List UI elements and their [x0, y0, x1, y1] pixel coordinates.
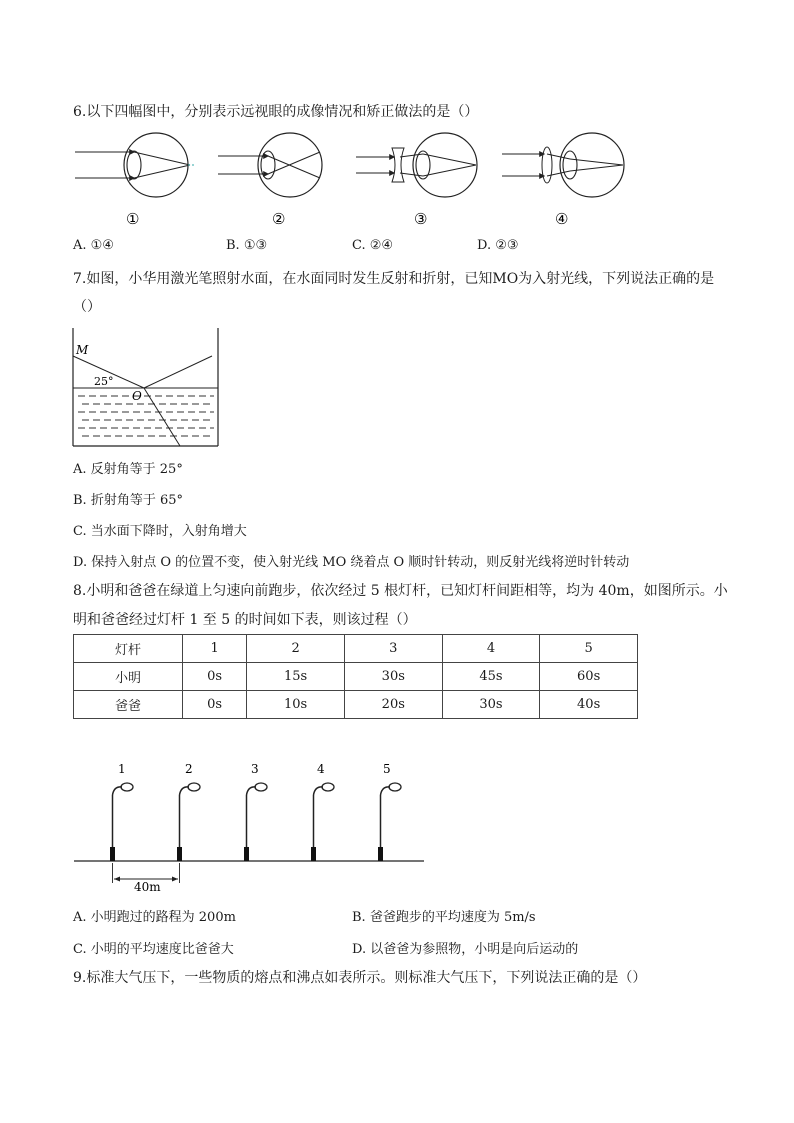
- lamp-pole-2: [177, 783, 200, 861]
- q7-option-a: A. 反射角等于 25°: [73, 462, 183, 477]
- q6-option-d: D. ②③: [477, 238, 519, 253]
- table-cell: 40s: [540, 691, 638, 719]
- eye-diagram-3: [356, 133, 477, 197]
- q6-option-a: A. ①④: [73, 238, 114, 253]
- q8-stem-line1: 8.小明和爸爸在绿道上匀速向前跑步，依次经过 5 根灯杆，已知灯杆间距相等，均为 40m，如图所示。小: [73, 583, 728, 599]
- pole-label-3: 3: [251, 762, 259, 776]
- table-row: [74, 691, 638, 719]
- q6-stem: 6.以下四幅图中，分别表示远视眼的成像情况和矫正做法的是（）: [73, 104, 479, 120]
- lamp-pole-5: [378, 783, 401, 861]
- q7-reflection-diagram: [70, 326, 225, 450]
- table-cell: 0s: [182, 663, 246, 691]
- pole-label-2: 2: [185, 762, 193, 776]
- pole-label-5: 5: [383, 762, 391, 776]
- table-cell: 5: [540, 635, 638, 663]
- figure-label-1: ①: [126, 210, 140, 228]
- eye-diagram-4: [502, 133, 624, 197]
- spacing-label: 40m: [134, 880, 161, 894]
- q6-eye-diagrams: [70, 130, 640, 230]
- lamp-pole-1: [110, 783, 133, 861]
- table-cell: 45s: [442, 663, 540, 691]
- pole-label-1: 1: [118, 762, 126, 776]
- pole-label-4: 4: [317, 762, 325, 776]
- table-cell: 2: [247, 635, 345, 663]
- figure-label-2: ②: [272, 210, 286, 228]
- label-angle: 25°: [94, 375, 114, 388]
- q7-option-b: B. 折射角等于 65°: [73, 493, 183, 508]
- q7-stem-line1: 7.如图，小华用激光笔照射水面，在水面同时发生反射和折射，已知MO为入射光线，下列说法正确的是: [73, 271, 715, 287]
- q8-lamp-poles-diagram: [70, 755, 430, 895]
- table-cell: 20s: [344, 691, 442, 719]
- q8-time-table: [73, 634, 638, 719]
- q8-option-a: A. 小明跑过的路程为 200m: [73, 910, 236, 925]
- table-row: [74, 635, 638, 663]
- q6-option-c: C. ②④: [352, 238, 394, 253]
- figure-label-3: ③: [414, 210, 428, 228]
- table-cell: 15s: [247, 663, 345, 691]
- figure-label-4: ④: [555, 210, 569, 228]
- label-m: M: [76, 343, 89, 357]
- q8-option-d: D. 以爸爸为参照物，小明是向后运动的: [352, 942, 579, 957]
- table-cell: 10s: [247, 691, 345, 719]
- q8-stem-line2: 明和爸爸经过灯杆 1 至 5 的时间如下表，则该过程（）: [73, 612, 417, 628]
- eye-diagram-2: [218, 133, 322, 197]
- lamp-pole-3: [244, 783, 267, 861]
- q9-stem: 9.标准大气压下，一些物质的熔点和沸点如表所示。则标准大气压下，下列说法正确的是（）: [73, 970, 647, 986]
- q7-option-c: C. 当水面下降时，入射角增大: [73, 524, 247, 539]
- q7-stem-line2: （）: [73, 299, 101, 315]
- table-cell: 1: [182, 635, 246, 663]
- table-cell: 60s: [540, 663, 638, 691]
- table-cell: 3: [344, 635, 442, 663]
- q8-option-b: B. 爸爸跑步的平均速度为 5m/s: [352, 910, 536, 925]
- table-cell: 30s: [344, 663, 442, 691]
- table-cell: 0s: [182, 691, 246, 719]
- table-row: [74, 663, 638, 691]
- table-cell: 30s: [442, 691, 540, 719]
- table-cell: 灯杆: [74, 635, 183, 663]
- table-cell: 爸爸: [74, 691, 183, 719]
- label-o: O: [132, 389, 142, 403]
- q7-option-d: D. 保持入射点 O 的位置不变，使入射光线 MO 绕着点 O 顺时针转动，则反射光线将逆时针转动: [73, 555, 630, 570]
- eye-diagram-1: [75, 133, 196, 197]
- table-cell: 小明: [74, 663, 183, 691]
- table-cell: 4: [442, 635, 540, 663]
- lamp-pole-4: [311, 783, 334, 861]
- q8-option-c: C. 小明的平均速度比爸爸大: [73, 942, 234, 957]
- q6-option-b: B. ①③: [226, 238, 268, 253]
